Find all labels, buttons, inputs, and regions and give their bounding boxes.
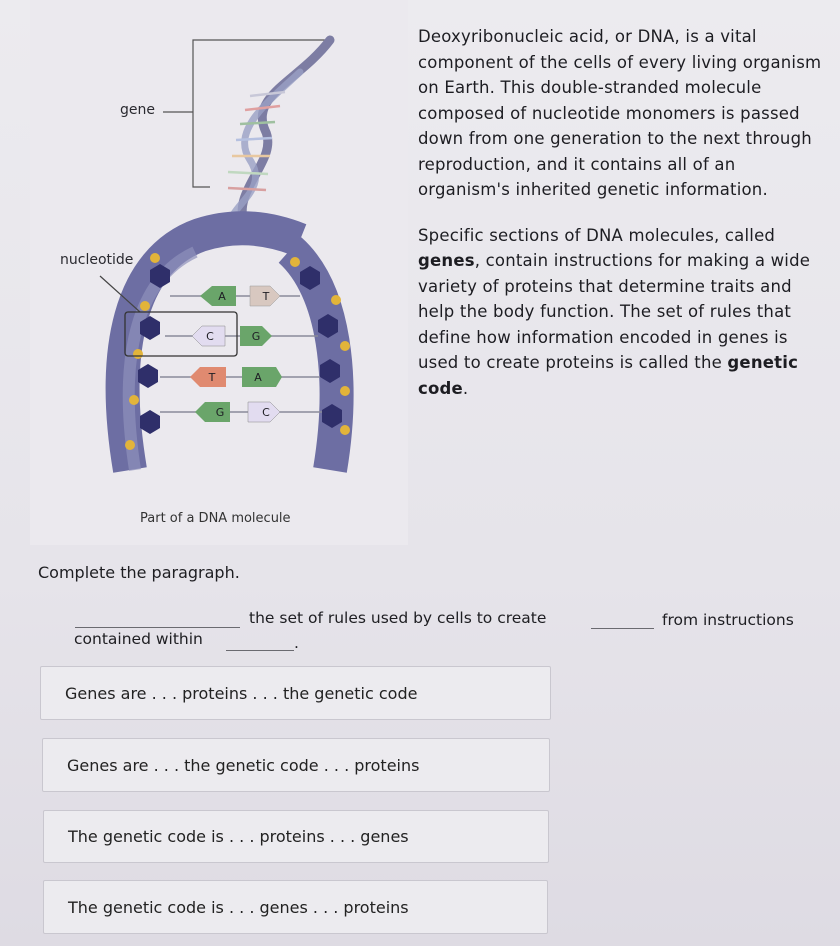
passage-line: on Earth. This double-stranded molecule [418, 78, 762, 97]
answer-choice-2[interactable] [42, 738, 550, 792]
answer-blank-3 [226, 649, 294, 651]
reading-passage [418, 24, 840, 421]
answer-choice-3[interactable] [43, 810, 549, 863]
term-genetic: genetic [727, 353, 799, 372]
answer-blank-1 [75, 626, 240, 628]
passage-line: help the body function. The set of rules that [418, 302, 792, 321]
question-instruction: Complete the paragraph. [38, 563, 240, 582]
gene-label: gene [120, 102, 155, 118]
dna-diagram [0, 0, 410, 500]
passage-line: Specific sections of DNA molecules, called [418, 225, 776, 245]
answer-blank-2 [591, 627, 654, 629]
passage-line: variety of proteins that determine traits and [418, 276, 792, 296]
passage-line: component of the cells of every living organism [418, 52, 822, 72]
nucleotide-label: nucleotide [60, 252, 134, 268]
base-letter: A [218, 290, 226, 303]
passage-paragraph-1 [418, 24, 840, 203]
sentence-segment-1: the set of rules used by cells to create [249, 609, 547, 627]
base-letter: C [206, 330, 214, 343]
base-letter: C [262, 406, 270, 419]
sentence-segment-3: contained within [74, 630, 203, 648]
passage-line: composed of nucleotide monomers is passed [418, 103, 800, 123]
passage-line: define how information encoded in genes is [418, 327, 788, 347]
sentence-segment-4: . [294, 634, 299, 652]
base-letter: G [215, 406, 225, 419]
choice-label: Genes are . . . proteins . . . the genetic code [65, 683, 418, 703]
figure-caption: Part of a DNA molecule [140, 511, 291, 526]
base-letter: G [251, 330, 261, 343]
base-letter: T [262, 290, 270, 303]
passage-line: , contain instructions for making a wide [474, 251, 811, 270]
answer-choice-1[interactable] [40, 666, 551, 720]
choice-label: Genes are . . . the genetic code . . . proteins [67, 755, 420, 775]
passage-paragraph-2 [418, 223, 840, 402]
choice-label: The genetic code is . . . genes . . . proteins [68, 897, 409, 917]
passage-line: organism's inherited genetic information. [418, 180, 768, 199]
answer-choice-4[interactable] [43, 880, 548, 934]
passage-line: reproduction, and it contains all of an [418, 154, 736, 174]
term-code: code [418, 378, 463, 398]
base-letter: A [254, 371, 262, 384]
base-letter: T [208, 371, 216, 384]
sentence-segment-2: from instructions [662, 611, 794, 629]
passage-line: used to create proteins is called the [418, 353, 728, 372]
choice-label: The genetic code is . . . proteins . . . genes [68, 827, 409, 846]
term-genes: genes [418, 251, 475, 270]
passage-line: . [462, 378, 469, 398]
passage-line: Deoxyribonucleic acid, or DNA, is a vital [418, 27, 757, 46]
passage-line: down from one generation to the next through [418, 129, 812, 148]
